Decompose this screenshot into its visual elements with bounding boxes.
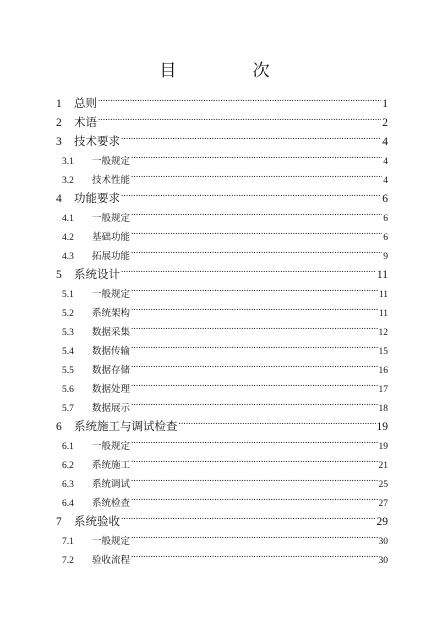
- dot-leader: [121, 126, 381, 145]
- entry-page-number: 11: [378, 309, 388, 319]
- toc-section-entry[interactable]: [56, 221, 388, 243]
- dot-leader: [131, 449, 377, 468]
- toc-section-entry[interactable]: [56, 544, 388, 566]
- entry-title: 一般规定: [92, 214, 131, 224]
- entry-number: 6.3: [62, 480, 74, 490]
- entry-title: 技术性能: [92, 176, 131, 186]
- entry-number: 6.2: [62, 461, 74, 471]
- dot-leader: [131, 278, 378, 297]
- entry-number: 4.2: [62, 233, 74, 243]
- entry-number: 3: [56, 136, 62, 148]
- toc-section-entry[interactable]: [56, 335, 388, 357]
- entry-number: 5.7: [62, 404, 74, 414]
- entry-page-number: 1: [382, 98, 388, 110]
- entry-title: 系统设计: [74, 269, 120, 281]
- entry-number: 5.2: [62, 309, 74, 319]
- entry-number: 2: [56, 117, 62, 129]
- entry-page-number: 11: [378, 290, 388, 300]
- toc-section-entry[interactable]: [56, 430, 388, 452]
- toc-section-entry[interactable]: [56, 297, 388, 319]
- toc-section-entry[interactable]: [56, 392, 388, 414]
- dot-leader: [131, 202, 382, 221]
- entry-page-number: 6: [383, 214, 388, 224]
- entry-page-number: 6: [383, 233, 388, 243]
- entry-title: 数据采集: [92, 328, 131, 338]
- entry-page-number: 16: [378, 366, 388, 376]
- dot-leader: [131, 468, 377, 487]
- entry-page-number: 19: [378, 442, 388, 452]
- entry-title: 功能要求: [74, 193, 120, 205]
- entry-number: 7.1: [62, 537, 74, 547]
- toc-section-entry[interactable]: [56, 373, 388, 395]
- entry-page-number: 12: [378, 328, 388, 338]
- toc-chapter-entry[interactable]: [56, 411, 388, 433]
- entry-number: 4.3: [62, 252, 74, 262]
- entry-number: 5: [56, 269, 62, 281]
- entry-page-number: 30: [378, 537, 388, 547]
- entry-title: 一般规定: [92, 157, 131, 167]
- toc-section-entry[interactable]: [56, 164, 388, 186]
- entry-title: 技术要求: [74, 136, 120, 148]
- dot-leader: [121, 259, 376, 278]
- entry-number: 7.2: [62, 556, 74, 566]
- toc-chapter-entry[interactable]: [56, 259, 388, 281]
- toc-chapter-entry[interactable]: [56, 183, 388, 205]
- toc-chapter-entry[interactable]: [56, 126, 388, 148]
- entry-title: 一般规定: [92, 442, 131, 452]
- entry-title: 术语: [74, 117, 97, 129]
- entry-page-number: 2: [382, 117, 388, 129]
- dot-leader: [131, 316, 377, 335]
- entry-number: 5.6: [62, 385, 74, 395]
- toc-chapter-entry[interactable]: [56, 88, 388, 110]
- toc-section-entry[interactable]: [56, 525, 388, 547]
- toc-section-entry[interactable]: [56, 278, 388, 300]
- dot-leader: [121, 506, 376, 525]
- entry-number: 7: [56, 516, 62, 528]
- entry-page-number: 17: [378, 385, 388, 395]
- dot-leader: [131, 430, 377, 449]
- entry-number: 6.1: [62, 442, 74, 452]
- entry-page-number: 9: [383, 252, 388, 262]
- entry-number: 6: [56, 421, 62, 433]
- toc-section-entry[interactable]: [56, 145, 388, 167]
- toc-section-entry[interactable]: [56, 354, 388, 376]
- entry-page-number: 30: [378, 556, 388, 566]
- dot-leader: [131, 164, 382, 183]
- dot-leader: [131, 487, 377, 506]
- entry-title: 验收流程: [92, 556, 131, 566]
- toc-section-entry[interactable]: [56, 202, 388, 224]
- entry-title: 系统验收: [74, 516, 120, 528]
- entry-title: 基础功能: [92, 233, 131, 243]
- dot-leader: [131, 335, 377, 354]
- entry-page-number: 11: [376, 269, 388, 281]
- dot-leader: [98, 107, 381, 126]
- entry-page-number: 18: [378, 404, 388, 414]
- entry-page-number: 27: [378, 499, 388, 509]
- entry-page-number: 21: [378, 461, 388, 471]
- entry-number: 5.5: [62, 366, 74, 376]
- entry-page-number: 29: [376, 516, 388, 528]
- entry-number: 5.4: [62, 347, 74, 357]
- dot-leader: [179, 411, 376, 430]
- entry-page-number: 6: [382, 193, 388, 205]
- entry-title: 系统调试: [92, 480, 131, 490]
- entry-title: 系统施工与调试检查: [74, 421, 178, 433]
- entry-number: 1: [56, 98, 62, 110]
- dot-leader: [98, 88, 381, 107]
- dot-leader: [131, 145, 382, 164]
- dot-leader: [131, 392, 377, 411]
- entry-number: 4: [56, 193, 62, 205]
- entry-number: 3.2: [62, 176, 74, 186]
- entry-number: 5.3: [62, 328, 74, 338]
- entry-title: 一般规定: [92, 290, 131, 300]
- toc-section-entry[interactable]: [56, 316, 388, 338]
- entry-title: 数据处理: [92, 385, 131, 395]
- entry-number: 4.1: [62, 214, 74, 224]
- entry-page-number: 19: [376, 421, 388, 433]
- entry-title: 数据展示: [92, 404, 131, 414]
- toc-section-entry[interactable]: [56, 468, 388, 490]
- entry-title: 一般规定: [92, 537, 131, 547]
- entry-title: 总则: [74, 98, 97, 110]
- entry-title: 数据传输: [92, 347, 131, 357]
- dot-leader: [131, 544, 377, 563]
- dot-leader: [131, 373, 377, 392]
- entry-title: 拓展功能: [92, 252, 131, 262]
- dot-leader: [131, 297, 378, 316]
- entry-page-number: 15: [378, 347, 388, 357]
- entry-page-number: 4: [382, 136, 388, 148]
- toc-section-entry[interactable]: [56, 240, 388, 262]
- entry-title: 系统施工: [92, 461, 131, 471]
- entry-number: 6.4: [62, 499, 74, 509]
- entry-title: 系统架构: [92, 309, 131, 319]
- entry-title: 数据存储: [92, 366, 131, 376]
- toc-chapter-entry[interactable]: [56, 506, 388, 528]
- entry-page-number: 4: [383, 157, 388, 167]
- toc-section-entry[interactable]: [56, 487, 388, 509]
- entry-page-number: 4: [383, 176, 388, 186]
- dot-leader: [121, 183, 381, 202]
- toc-list: [56, 88, 388, 566]
- toc-section-entry[interactable]: [56, 449, 388, 471]
- dot-leader: [131, 525, 377, 544]
- entry-number: 3.1: [62, 157, 74, 167]
- toc-chapter-entry[interactable]: [56, 107, 388, 129]
- entry-page-number: 25: [378, 480, 388, 490]
- dot-leader: [131, 354, 377, 373]
- entry-number: 5.1: [62, 290, 74, 300]
- toc-title: 目 次: [159, 61, 306, 80]
- dot-leader: [131, 221, 382, 240]
- dot-leader: [131, 240, 382, 259]
- entry-title: 系统检查: [92, 499, 131, 509]
